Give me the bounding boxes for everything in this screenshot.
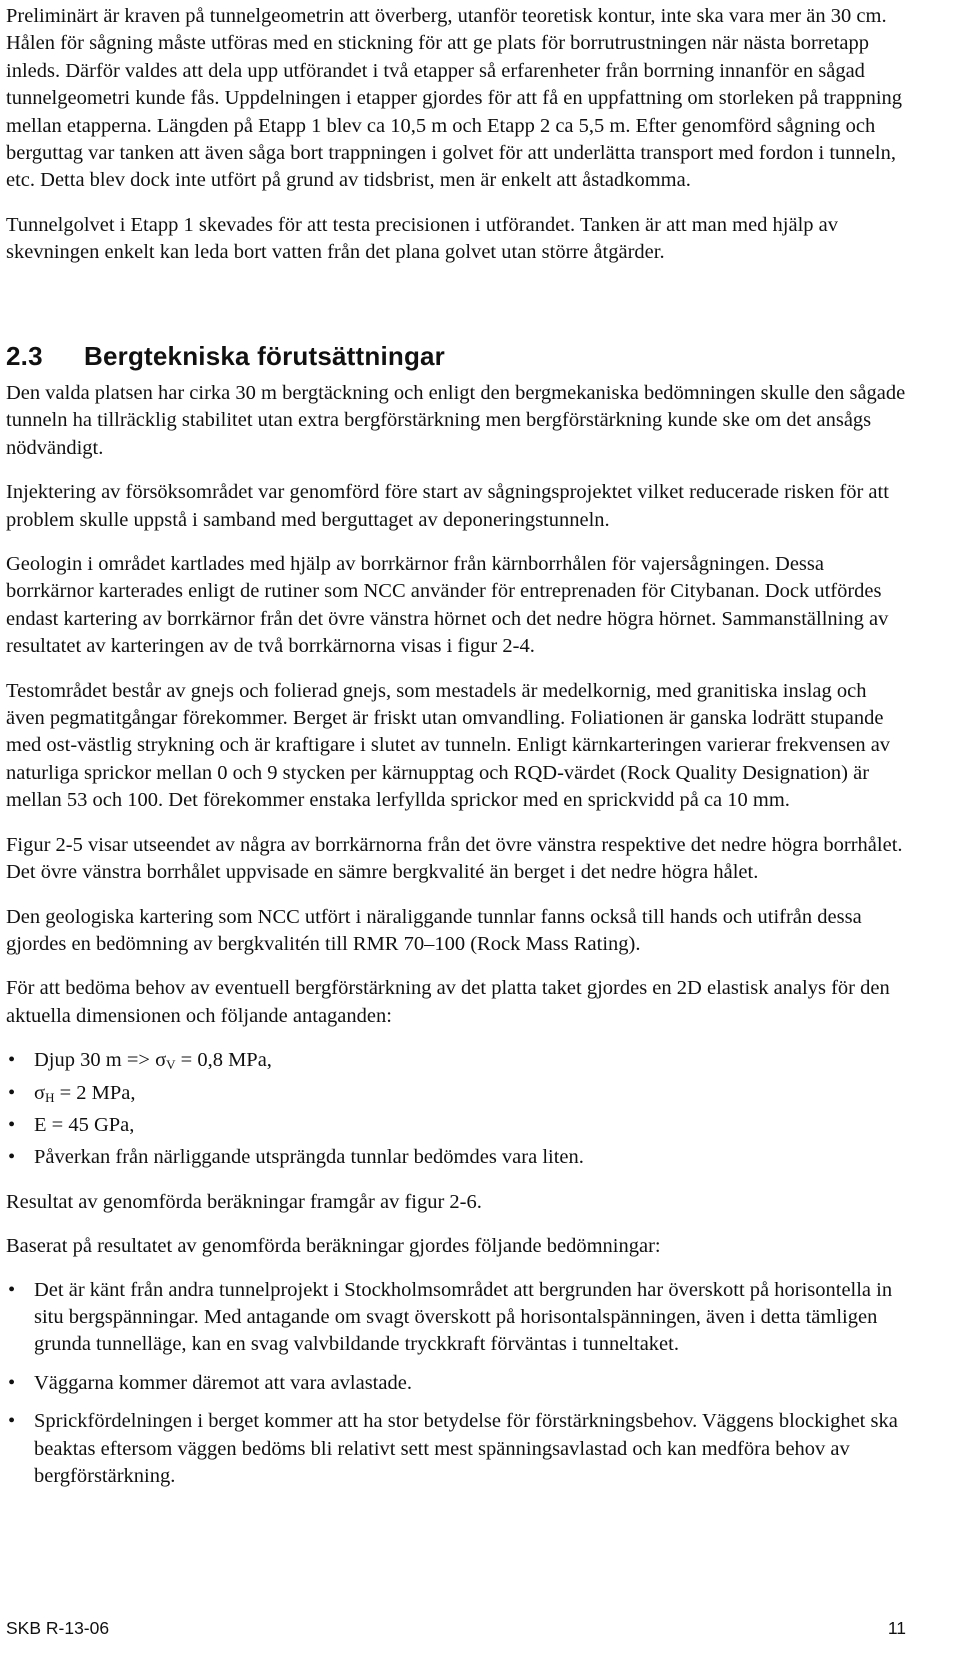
body-paragraph: Figur 2-5 visar utseendet av några av borrkärnorna från det övre vänstra respektive det nedre högra borrhålet. Det övre vänstra borrhålet uppvisade en sämre bergkvalité än berget i det nedre högra hålet. — [6, 833, 903, 884]
list-item: • $\sigma_H = 2$ MPa, — [6, 1080, 906, 1107]
body-paragraph: Baserat på resultatet av genomförda beräkningar gjordes följande bedömningar: — [6, 1235, 661, 1258]
list-item: • Påverkan från närliggande utsprängda tunnlar bedömdes vara liten. — [6, 1144, 906, 1171]
list-item: • Väggarna kommer däremot att vara avlastade. — [6, 1370, 906, 1397]
bullet-icon: • — [8, 1049, 16, 1072]
section-title: Bergtekniska förutsättningar — [84, 341, 446, 371]
body-paragraph: Injektering av försöksområdet var genomförd före start av sågningsprojektet vilket reducerade risken för att problem skulle uppstå i samband med berguttaget av deponeringstunneln. — [6, 481, 889, 531]
bullet-icon: • — [8, 1081, 16, 1104]
list-item: • Djup 30 $m => \sigma_V = 0,8$ MPa, — [6, 1047, 906, 1074]
page-number: 11 — [887, 1618, 906, 1638]
body-paragraph: För att bedöma behov av eventuell bergförstärkning av det platta taket gjordes en 2D elastisk analys för den aktuella dimensionen och följande antaganden: — [6, 977, 890, 1027]
section-body — [6, 380, 906, 1490]
bullet-icon: • — [8, 1278, 16, 1301]
body-paragraph: Resultat av genomförda beräkningar framgår av figur 2-6. — [6, 1190, 482, 1213]
bullet-icon: • — [8, 1113, 16, 1136]
body-paragraph: Geologin i området kartlades med hjälp av borrkärnor från kärnborrhålen för vajersågningen. Dessa borrkärnor karterades enligt de rutiner som NCC använder för entreprenaden för Citybanan. Dock utfördes endast kartering av borrkärnor från det övre vänstra hörnet och det nedre högra hörnet. Sammanställning av resultatet av karteringen av de två borrkärnorna visas i figur 2-4. — [6, 553, 889, 658]
assessments-list — [6, 1277, 906, 1491]
report-id: SKB R-13-06 — [6, 1618, 110, 1638]
bullet-icon: • — [8, 1146, 16, 1169]
section-number: 2.3 — [6, 341, 43, 371]
bullet-icon: • — [8, 1371, 16, 1394]
list-item: • E = 45 GPa, — [6, 1112, 906, 1139]
intro-paragraph: Preliminärt är kraven på tunnelgeometrin att överberg, utanför teoretisk kontur, inte ska vara mer än 30 cm. Hålen för sågning måste utföras med en stickning för att ge plats för borrutrustningen när nästa borretapp inleds. Därför valdes att dela upp utförandet i två etapper så erfarenheter från borrning innanför en sågad tunnelgeometri kunde fås. Uppdelningen i etapper gjordes för att få en uppfattning om storleken på trappning mellan etapperna. Längden på Etapp 1 blev ca 10,5 m och Etapp 2 ca 5,5 m. Efter genomförd sågning och berguttag var tanken att även såga bort trappningen i golvet för att underlätta transport med fordon i tunneln, etc. Detta blev dock inte utfört på grund av tidsbrist, men är enkelt att åstadkomma. — [6, 5, 903, 192]
body-paragraph: Den valda platsen har cirka 30 m bergtäckning och enligt den bergmekaniska bedömningen skulle den sågade tunneln ha tillräcklig stabilitet utan extra bergförstärkning men bergförstärkning kunde ske om det ansågs nödvändigt. — [6, 382, 906, 459]
body-paragraph: Den geologiska kartering som NCC utfört i näraliggande tunnlar fanns också till hands och utifrån dessa gjordes en bedömning av bergkvalitén till RMR 70–100 (Rock Mass Rating). — [6, 905, 862, 955]
body-paragraph: Testområdet består av gnejs och folierad gnejs, som mestadels är medelkornig, med granitiska inslag och även pegmatitgångar förekommer. Berget är friskt utan omvandling. Foliationen är ganska lodrätt stupande med ost-västlig strykning och är kraftigare i slutet av tunneln. Enligt kärnkarteringen varierar frekvensen av naturliga sprickor mellan 0 och 9 stycken per kärnupptag och RQD-värdet (Rock Quality Designation) är mellan 53 och 100. Det förekommer enstaka lerfyllda sprickor med en sprickvidd på ca 10 mm. — [6, 679, 891, 812]
list-item: • Det är känt från andra tunnelprojekt i Stockholmsområdet att bergrunden har överskott på horisontella in situ bergspänningar. Med antagande om svagt överskott på horisontalspänningen, även i detta tämligen grunda tunnelläge, kan en svag valvbildande tryckkraft förväntas i tunneltaket. — [8, 1278, 893, 1356]
bullet-icon: • — [8, 1410, 16, 1433]
intro-paragraph: Tunnelgolvet i Etapp 1 skevades för att testa precisionen i utförandet. Tanken är att man med hjälp av skevningen enkelt kan leda bort vatten från det plana golvet utan större åtgärder. — [6, 213, 839, 264]
intro-block — [6, 0, 906, 267]
section-heading — [6, 340, 445, 372]
assumptions-list — [6, 1047, 906, 1172]
list-item: • Sprickfördelningen i berget kommer att ha stor betydelse för förstärkningsbehov. Väggens blockighet ska beaktas eftersom väggen bedöms bli relativt sett mest spänningsavlastad och kan medföra behov av bergförstärkning. — [8, 1410, 898, 1487]
page-footer — [6, 1618, 906, 1642]
